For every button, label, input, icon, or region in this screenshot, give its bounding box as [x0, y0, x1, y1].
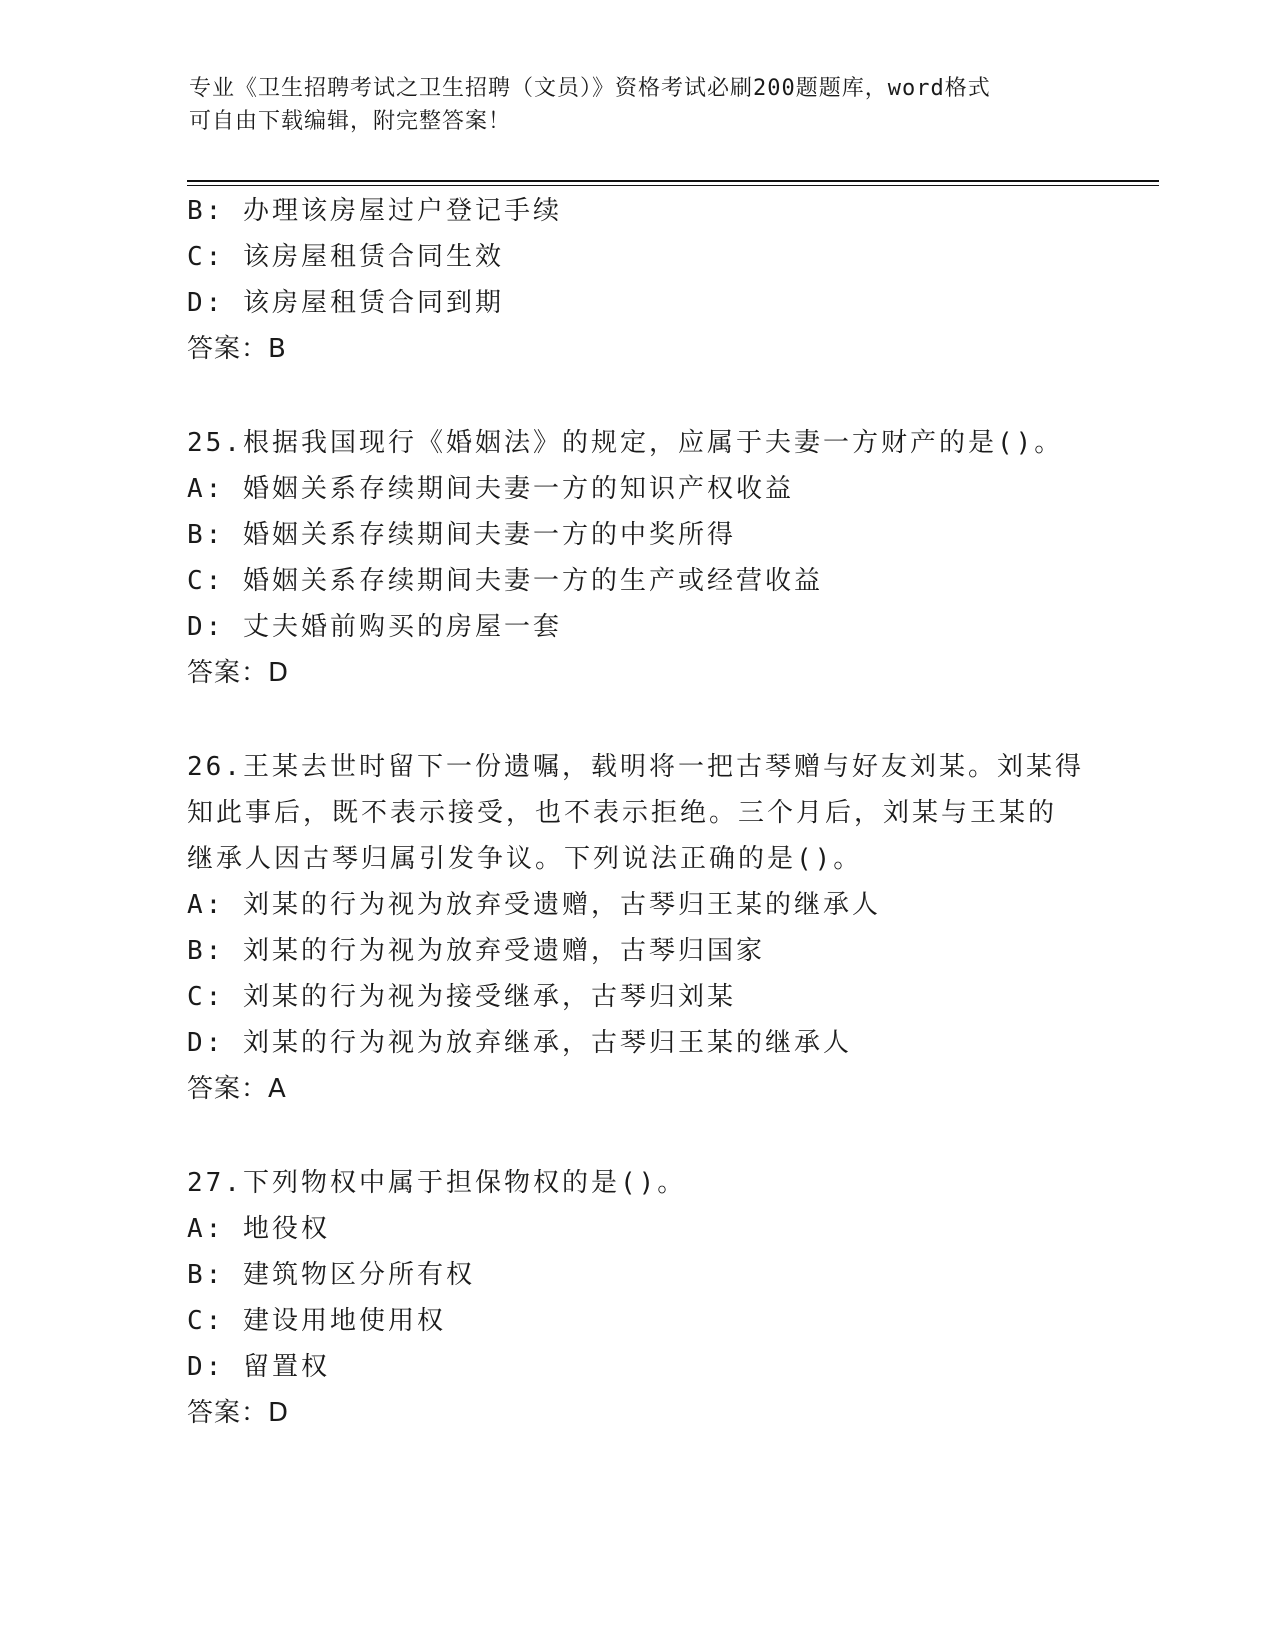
question-27 — [187, 1160, 1147, 1436]
option-b: B: 办理该房屋过户登记手续 — [187, 196, 562, 226]
option-c: C: 建设用地使用权 — [187, 1306, 446, 1336]
question-stem-line-1: 26.王某去世时留下一份遗嘱，载明将一把古琴赠与好友刘某。刘某得 — [187, 752, 1084, 782]
question-stem-line-2: 知此事后，既不表示接受，也不表示拒绝。三个月后，刘某与王某的 — [187, 798, 1058, 828]
option-a: A: 地役权 — [187, 1214, 330, 1244]
document-header — [189, 72, 1089, 138]
option-d: D: 刘某的行为视为放弃继承，古琴归王某的继承人 — [187, 1028, 852, 1058]
option-d: D: 留置权 — [187, 1352, 330, 1382]
header-line-1: 专业《卫生招聘考试之卫生招聘（文员）》资格考试必刷200题题库，word格式 — [189, 76, 991, 101]
option-a: A: 刘某的行为视为放弃受遗赠，古琴归王某的继承人 — [187, 890, 881, 920]
option-c: C: 该房屋租赁合同生效 — [187, 242, 504, 272]
option-d: D: 该房屋租赁合同到期 — [187, 288, 504, 318]
option-d: D: 丈夫婚前购买的房屋一套 — [187, 612, 562, 642]
header-divider-thick — [187, 180, 1159, 182]
answer: 答案：D — [187, 658, 290, 688]
option-c: C: 婚姻关系存续期间夫妻一方的生产或经营收益 — [187, 566, 823, 596]
question-25 — [187, 420, 1147, 696]
option-a: A: 婚姻关系存续期间夫妻一方的知识产权收益 — [187, 474, 794, 504]
question-24-tail — [187, 188, 1147, 372]
question-stem: 27.下列物权中属于担保物权的是()。 — [187, 1168, 687, 1198]
question-list — [187, 188, 1147, 1436]
option-b: B: 刘某的行为视为放弃受遗赠，古琴归国家 — [187, 936, 765, 966]
option-b: B: 建筑物区分所有权 — [187, 1260, 475, 1290]
answer: 答案：A — [187, 1074, 287, 1104]
answer: 答案：B — [187, 334, 287, 364]
header-divider-thin — [187, 185, 1159, 186]
question-stem: 25.根据我国现行《婚姻法》的规定，应属于夫妻一方财产的是()。 — [187, 428, 1064, 458]
answer: 答案：D — [187, 1398, 290, 1428]
question-stem-line-3: 继承人因古琴归属引发争议。下列说法正确的是()。 — [187, 844, 863, 874]
option-b: B: 婚姻关系存续期间夫妻一方的中奖所得 — [187, 520, 736, 550]
option-c: C: 刘某的行为视为接受继承，古琴归刘某 — [187, 982, 736, 1012]
header-line-2: 可自由下载编辑，附完整答案！ — [189, 109, 512, 134]
question-26 — [187, 744, 1147, 1112]
